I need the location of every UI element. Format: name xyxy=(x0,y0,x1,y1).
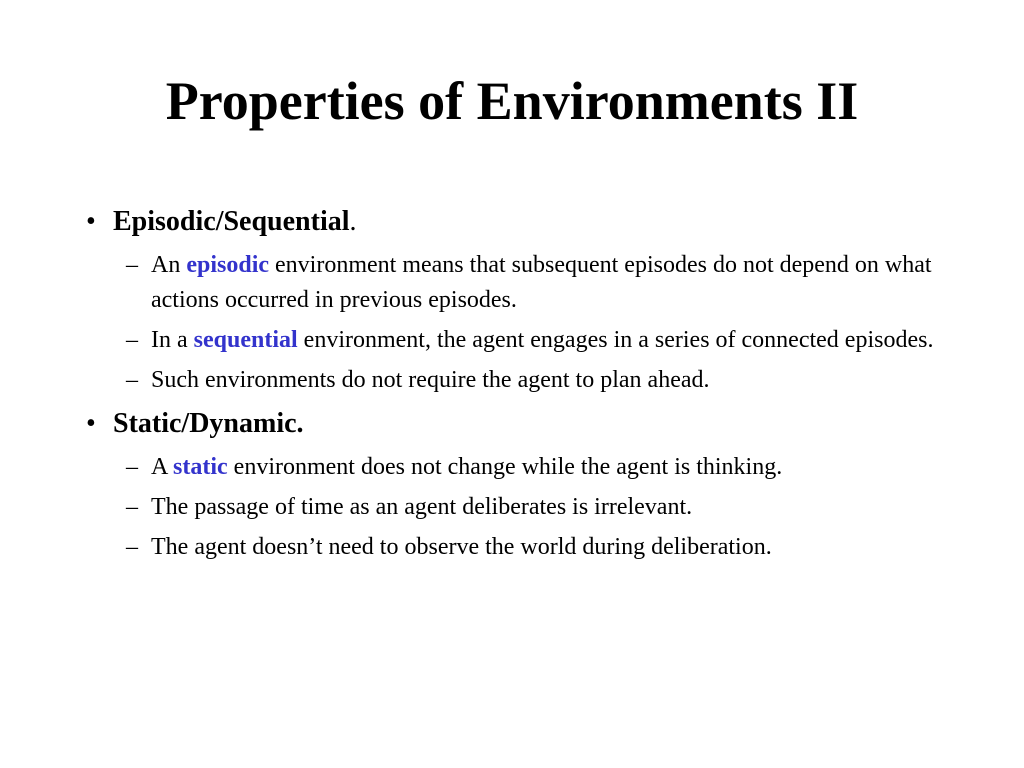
dash-icon: – xyxy=(126,494,138,520)
dash-icon: – xyxy=(126,534,138,560)
subitem-text-after: environment does not change while the agent is thinking. xyxy=(227,454,783,480)
subitem-text-before: The agent doesn’t need to observe the world during deliberation. xyxy=(151,534,772,560)
bullet-heading: Static/Dynamic xyxy=(113,408,297,439)
slide-body xyxy=(86,202,996,571)
dash-icon: – xyxy=(126,327,138,353)
subitem-text-before: An xyxy=(151,252,187,278)
subitem-text-before: The passage of time as an agent deliberates is irrelevant. xyxy=(151,494,693,520)
bullet-episodic-sequential xyxy=(86,202,996,242)
subitem-text-before: A xyxy=(151,454,174,480)
keyword-highlight: episodic xyxy=(186,252,270,278)
bullet-dot-icon: • xyxy=(86,408,96,439)
dash-icon: – xyxy=(126,367,138,393)
bullet-dot-icon: • xyxy=(86,206,96,237)
subitem xyxy=(86,323,996,358)
subitem xyxy=(86,490,996,525)
bullet-heading-suffix: . xyxy=(349,206,357,237)
keyword-highlight: sequential xyxy=(193,327,298,353)
dash-icon: – xyxy=(126,252,138,278)
keyword-highlight: static xyxy=(173,454,228,480)
subitem xyxy=(86,363,996,398)
bullet-heading: Episodic/Sequential xyxy=(113,206,350,237)
sublist-static-dynamic xyxy=(86,450,996,565)
subitem-text-before: In a xyxy=(151,327,194,353)
bullet-static-dynamic xyxy=(86,404,996,444)
subitem xyxy=(86,530,996,565)
subitem xyxy=(86,248,996,318)
subitem xyxy=(86,450,996,485)
subitem-text-after: environment, the agent engages in a series of connected episodes. xyxy=(297,327,934,353)
subitem-text-after: environment means that subsequent episodes do not depend on what actions occurred in previous episodes. xyxy=(151,252,932,313)
bullet-heading-suffix: . xyxy=(296,408,304,439)
dash-icon: – xyxy=(126,454,138,480)
slide-title: Properties of Environments II xyxy=(165,71,859,131)
sublist-episodic-sequential xyxy=(86,248,996,398)
subitem-text-before: Such environments do not require the agent to plan ahead. xyxy=(151,367,710,393)
